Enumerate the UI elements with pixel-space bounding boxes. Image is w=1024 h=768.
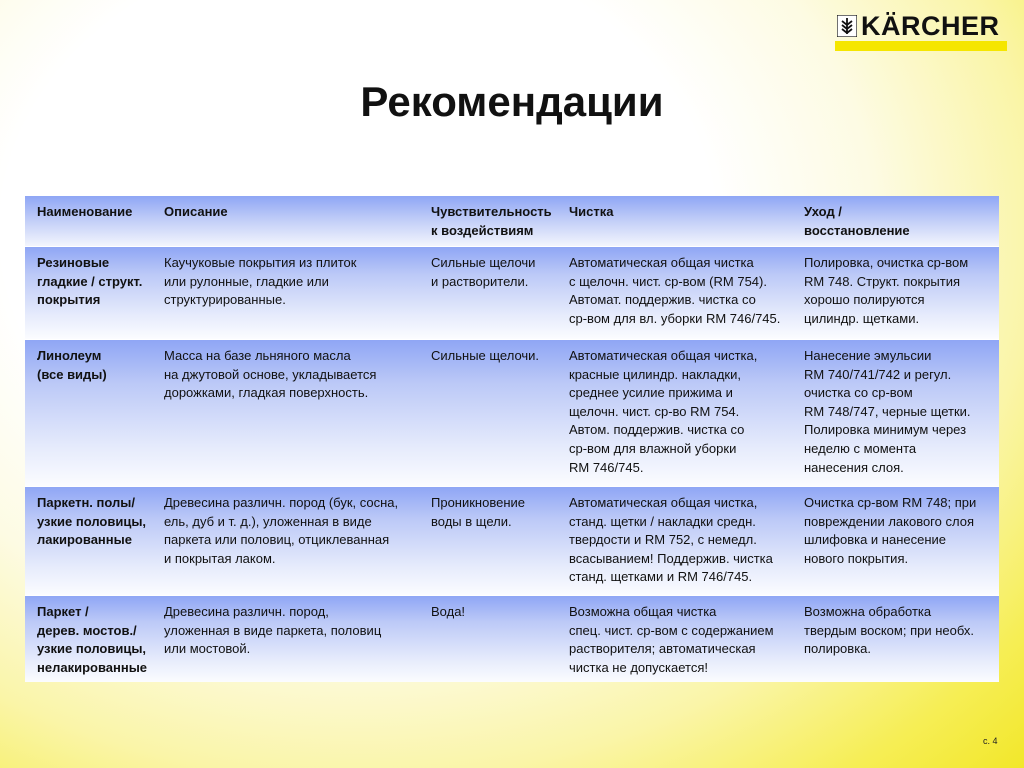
cell-cleaning: Автоматическая общая чистка, красные цилиндр. накладки, среднее усилие прижима и щелочн. чист. ср-во RM 754. Автом. поддержив. чистка со ср-вом для влажной уборки RM 746/745. bbox=[569, 348, 758, 475]
cell-sensitivity: Сильные щелочи и растворители. bbox=[431, 255, 536, 289]
cell-sensitivity: Сильные щелочи. bbox=[431, 348, 540, 363]
table-header-row bbox=[25, 196, 999, 246]
cell-care: Очистка ср-вом RM 748; при повреждении лакового слоя шлифовка и нанесение нового покрытия. bbox=[804, 495, 977, 566]
cell-care: Возможна обработка твердым воском; при необх. полировка. bbox=[804, 604, 974, 657]
recommendations-table bbox=[25, 196, 999, 682]
cell-name: Резиновые гладкие / структ. покрытия bbox=[37, 255, 143, 308]
header-care: Уход / восстановление bbox=[804, 204, 910, 238]
brand-bar bbox=[835, 41, 1007, 51]
cell-name: Паркетн. полы/ узкие половицы, лакированные bbox=[37, 495, 147, 548]
page-title: Рекомендации bbox=[360, 78, 664, 125]
cell-care: Нанесение эмульсии RM 740/741/742 и регул. очистка со ср-вом RM 748/747, черные щетки. Полировка минимум через неделю с момента нанесения слоя. bbox=[804, 348, 971, 475]
karcher-logo bbox=[835, 12, 1007, 52]
cell-cleaning: Автоматическая общая чистка с щелочн. чист. ср-вом (RM 754). Автомат. поддержив. чистка со ср-вом для вл. уборки RM 746/745. bbox=[569, 255, 781, 326]
cell-description: Древесина различн. пород, уложенная в виде паркета, половиц или мостовой. bbox=[164, 604, 382, 657]
cell-name: Линолеум (все виды) bbox=[37, 348, 107, 382]
table-row bbox=[25, 340, 999, 486]
cell-sensitivity: Вода! bbox=[431, 604, 466, 619]
table-row bbox=[25, 247, 999, 339]
cell-description: Масса на базе льняного масла на джутовой основе, укладывается дорожками, гладкая поверхность. bbox=[164, 348, 377, 401]
header-cleaning: Чистка bbox=[569, 204, 614, 219]
cell-description: Каучуковые покрытия из плиток или рулонные, гладкие или структурированные. bbox=[164, 255, 357, 308]
cell-care: Полировка, очистка ср-вом RM 748. Структ. покрытия хорошо полируются цилиндр. щетками. bbox=[804, 255, 969, 326]
karcher-logo-icon bbox=[837, 15, 857, 37]
brand-name: KÄRCHER bbox=[861, 11, 1000, 41]
header-sensitivity: Чувствительность к воздействиям bbox=[431, 204, 552, 238]
page-number: с. 4 bbox=[983, 736, 998, 746]
header-name: Наименование bbox=[37, 204, 133, 219]
cell-name: Паркет / дерев. мостов./ узкие половицы, нелакированные bbox=[37, 604, 148, 675]
table-row bbox=[25, 596, 999, 682]
cell-cleaning: Автоматическая общая чистка, станд. щетки / накладки средн. твердости и RM 752, с немедл. всасыванием! Поддержив. чистка станд. щетками и RM 746/745. bbox=[569, 495, 773, 585]
cell-cleaning: Возможна общая чистка спец. чист. ср-вом с содержанием растворителя; автоматическая чистка не допускается! bbox=[569, 604, 774, 675]
header-description: Описание bbox=[164, 204, 228, 219]
table-row bbox=[25, 487, 999, 595]
cell-description: Древесина различн. пород (бук, сосна, ель, дуб и т. д.), уложенная в виде паркета или половиц, отциклеванная и покрытая лаком. bbox=[164, 495, 399, 566]
cell-sensitivity: Проникновение воды в щели. bbox=[431, 495, 526, 529]
